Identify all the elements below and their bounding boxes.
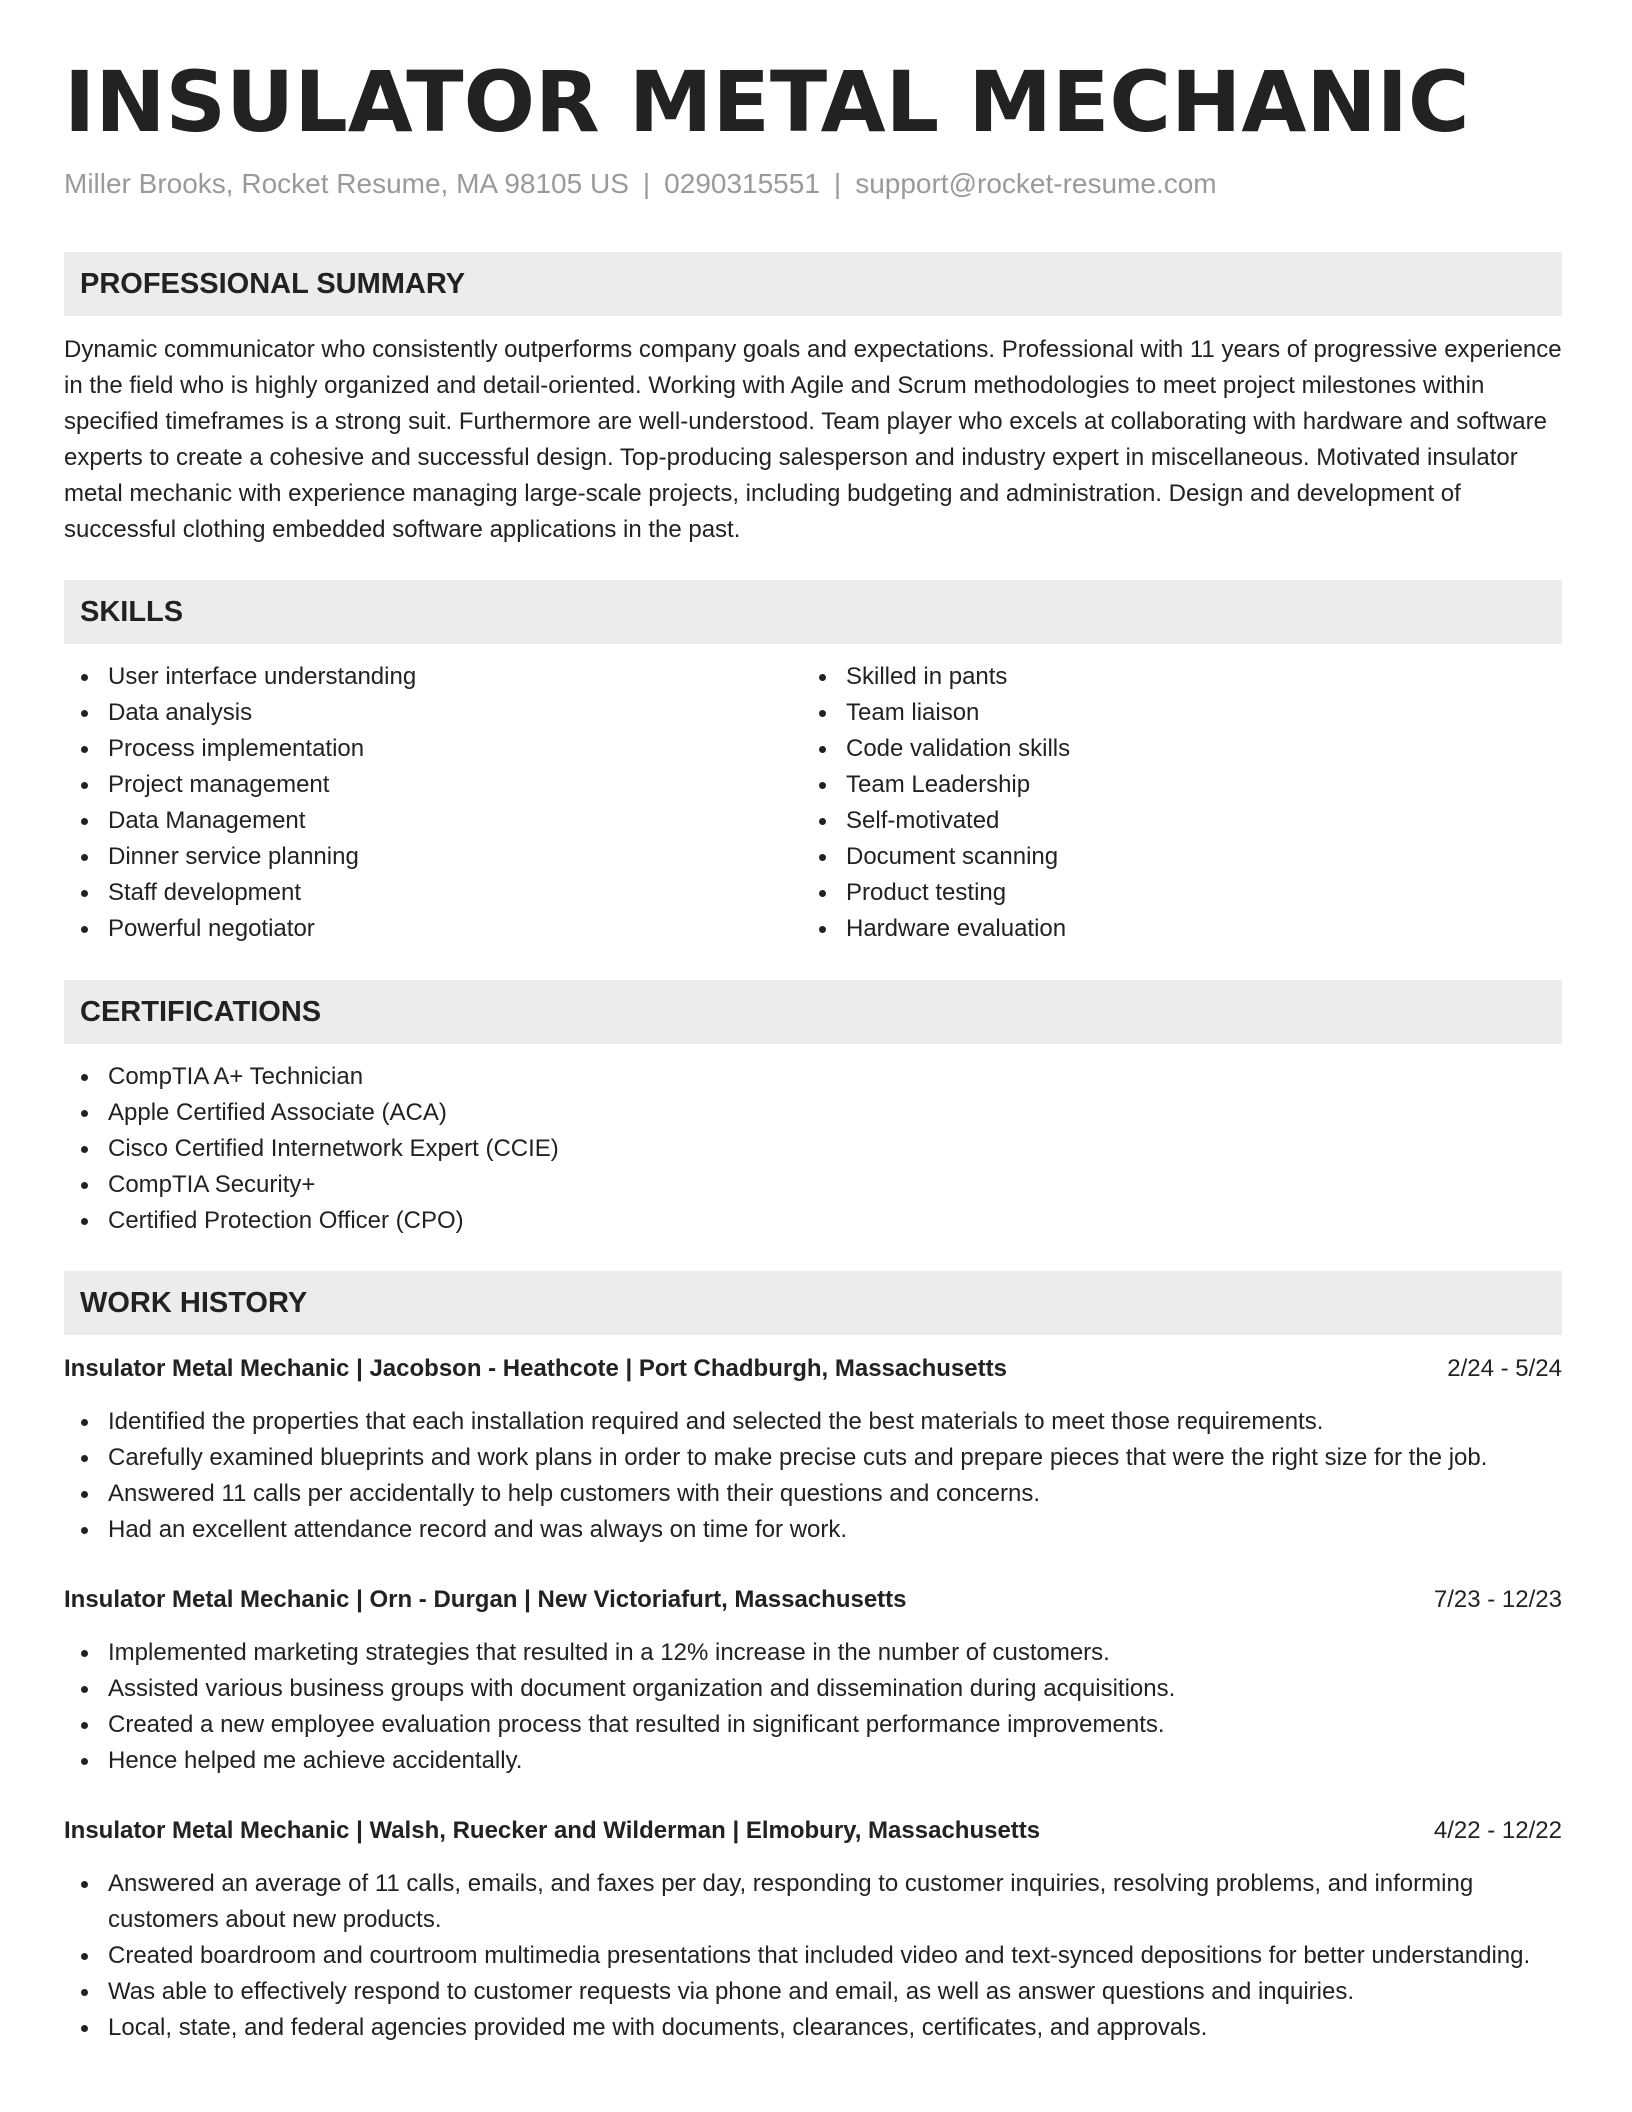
summary-text: Dynamic communicator who consistently outperforms company goals and expectations. Professional with 11 years of progressive experience in the field who is highly organized and detail-oriented. Working with Agile and Scrum methodologies to meet project milestones within specified timeframes is a strong suit. Furthermore are well-understood. Team player who excels at collaborating with hardware and software experts to create a cohesive and successful design. Top-producing salesperson and industry expert in miscellaneous. Motivated insulator metal mechanic with experience managing large-scale projects, including budgeting and administration. Design and development of successful clothing embedded software applications in the past.: [64, 336, 1562, 543]
skill-item: Self-motivated: [802, 803, 1562, 839]
section-header-certifications: CERTIFICATIONS: [64, 980, 1562, 1044]
certification-item: Apple Certified Associate (ACA): [64, 1095, 1562, 1131]
skill-item: User interface understanding: [64, 659, 794, 695]
section-header-work-history: WORK HISTORY: [64, 1271, 1562, 1335]
job-bullet: Had an excellent attendance record and was always on time for work.: [64, 1512, 1562, 1548]
certification-item: Cisco Certified Internetwork Expert (CCIE): [64, 1131, 1562, 1167]
job-bullet: Identified the properties that each installation required and selected the best materials to meet those requirements.: [64, 1404, 1562, 1440]
certification-item: CompTIA A+ Technician: [64, 1059, 1562, 1095]
candidate-title: INSULATOR METAL MECHANIC: [64, 53, 1470, 151]
skill-item: Powerful negotiator: [64, 911, 794, 947]
job-bullet: Implemented marketing strategies that resulted in a 12% increase in the number of customers.: [64, 1635, 1562, 1671]
job-title: Insulator Metal Mechanic | Jacobson - Heathcote | Port Chadburgh, Massachusetts: [64, 1355, 1007, 1382]
contact-line: [64, 166, 1217, 202]
job-heading: [64, 1580, 1562, 1620]
job-bullets: [64, 1404, 1562, 1548]
contact-address: Miller Brooks, Rocket Resume, MA 98105 US: [64, 168, 629, 199]
job-bullet: Created boardroom and courtroom multimedia presentations that included video and text-synced depositions for better understanding.: [64, 1938, 1562, 1974]
job-title: Insulator Metal Mechanic | Walsh, Ruecker and Wilderman | Elmobury, Massachusetts: [64, 1817, 1041, 1844]
skill-item: Staff development: [64, 875, 794, 911]
skill-item: Code validation skills: [802, 731, 1562, 767]
certification-item: Certified Protection Officer (CPO): [64, 1203, 1562, 1239]
contact-separator: |: [642, 168, 651, 199]
skill-item: Data Management: [64, 803, 794, 839]
certifications-list: [64, 1059, 1562, 1239]
job-bullet: Answered an average of 11 calls, emails, and faxes per day, responding to customer inquiries, resolving problems, and informing customers about new products.: [64, 1866, 1562, 1938]
skill-item: Project management: [64, 767, 794, 803]
skills-list-left: [64, 659, 794, 947]
skill-item: Hardware evaluation: [802, 911, 1562, 947]
job-dates: 2/24 - 5/24: [1447, 1355, 1562, 1382]
contact-phone: 0290315551: [664, 168, 820, 199]
skill-item: Data analysis: [64, 695, 794, 731]
job-bullet: Created a new employee evaluation process that resulted in significant performance improvements.: [64, 1707, 1562, 1743]
skill-item: Process implementation: [64, 731, 794, 767]
skill-item: Dinner service planning: [64, 839, 794, 875]
contact-separator: |: [833, 168, 842, 199]
job-dates: 4/22 - 12/22: [1433, 1817, 1562, 1844]
job-heading: [64, 1349, 1562, 1389]
skill-item: Product testing: [802, 875, 1562, 911]
contact-email: support@rocket-resume.com: [855, 168, 1217, 199]
job-bullet: Answered 11 calls per accidentally to help customers with their questions and concerns.: [64, 1476, 1562, 1512]
job-bullet: Hence helped me achieve accidentally.: [64, 1743, 1562, 1779]
section-header-summary: PROFESSIONAL SUMMARY: [64, 252, 1562, 316]
skills-list-right: [802, 659, 1562, 947]
job-heading: [64, 1811, 1562, 1851]
job-bullet: Was able to effectively respond to customer requests via phone and email, as well as answer questions and inquiries.: [64, 1974, 1562, 2010]
certification-item: CompTIA Security+: [64, 1167, 1562, 1203]
job-dates: 7/23 - 12/23: [1433, 1586, 1562, 1613]
skill-item: Document scanning: [802, 839, 1562, 875]
job-bullets: [64, 1866, 1562, 2046]
job-bullets: [64, 1635, 1562, 1779]
section-header-skills: SKILLS: [64, 580, 1562, 644]
job-bullet: Assisted various business groups with document organization and dissemination during acquisitions.: [64, 1671, 1562, 1707]
skill-item: Skilled in pants: [802, 659, 1562, 695]
skill-item: Team Leadership: [802, 767, 1562, 803]
job-bullet: Local, state, and federal agencies provided me with documents, clearances, certificates, and approvals.: [64, 2010, 1562, 2046]
skill-item: Team liaison: [802, 695, 1562, 731]
job-bullet: Carefully examined blueprints and work plans in order to make precise cuts and prepare pieces that were the right size for the job.: [64, 1440, 1562, 1476]
job-title: Insulator Metal Mechanic | Orn - Durgan | New Victoriafurt, Massachusetts: [64, 1586, 907, 1613]
